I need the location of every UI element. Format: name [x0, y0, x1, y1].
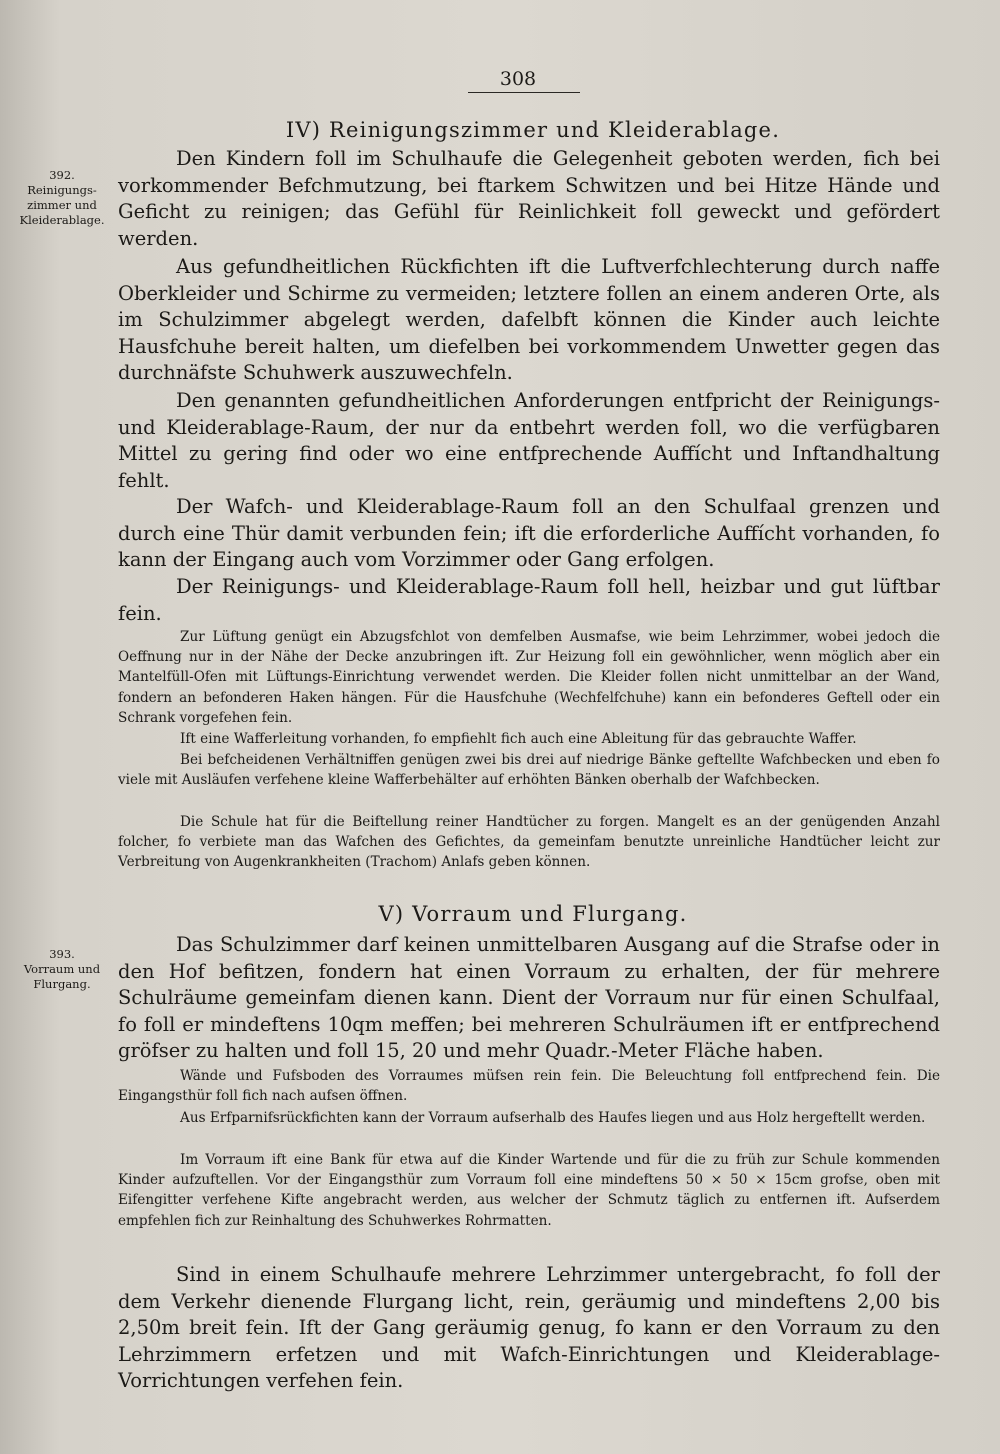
- note-paragraph: Aus Erfparnifsrückfichten kann der Vorraum aufserhalb des Haufes liegen und aus Holz hergeftellt werden.: [180, 1110, 926, 1126]
- paragraph: Aus gefundheitlichen Rückfichten ift die Luftverfchlechterung durch naffe Oberkleider und Schirme zu vermeiden; letztere follen an einem anderen Orte, als im Schulzimmer abgelegt werden, dafelbft können die Kinder auch leichte Hausfchuhe bereit halten, um diefelben bei vorkommendem Unwetter gegen das durchnäfste Schuhwerk auszuwechfeln.: [118, 255, 940, 384]
- section-heading-v: V) Vorraum und Flurgang.: [378, 902, 688, 926]
- closing-paragraph: Sind in einem Schulhaufe mehrere Lehrzimmer untergebracht, fo foll der dem Verkehr dienende Flurgang licht, rein, geräumig und mindeftens 2,00 bis 2,50m breit fein. Ift der Gang geräumig genug, fo kann er den Vorraum zu den Lehrzimmern erfetzen und mit Wafch-Einrichtungen und Kleiderablage-Vorrichtungen verfehen fein.: [118, 1263, 940, 1392]
- paragraph: Den genannten gefundheitlichen Anforderungen entfpricht der Reinigungs- und Kleiderablage-Raum, der nur da entbehrt werden foll, wo die verfügbaren Mittel zu gering find oder wo eine entfprechende Auffícht und Inftandhaltung fehlt.: [118, 389, 940, 492]
- paragraph: Den Kindern foll im Schulhaufe die Gelegenheit geboten werden, fich bei vorkommender Befchmutzung, bei ftarkem Schwitzen und bei Hitze Hände und Geficht zu reinigen; das Gefühl für Reinlichkeit foll geweckt und gefördert werden.: [118, 147, 940, 250]
- paragraph: Das Schulzimmer darf keinen unmittelbaren Ausgang auf die Strafse oder in den Hof befitzen, fondern hat einen Vorraum zu erhalten, der für mehrere Schulräume gemeinfam dienen kann. Dient der Vorraum nur für einen Schulfaal, fo foll er mindeftens 10qm meffen; bei mehreren Schulräumen ift er entfprechend gröfser zu halten und foll 15, 20 und mehr Quadr.-Meter Fläche haben.: [118, 933, 940, 1062]
- section-heading-iv: IV) Reinigungszimmer und Kleiderablage.: [285, 118, 781, 142]
- margin-number: 393.: [49, 947, 75, 961]
- note-paragraph: Die Schule hat für die Beiftellung reiner Handtücher zu forgen. Mangelt es an der genügenden Anzahl folcher, fo verbiete man das Wafchen des Gefichtes, da gemeinfam benutzte unreinliche Handtücher leicht zur Verbreitung von Augenkrankheiten (Trachom) Anlafs geben können.: [118, 814, 940, 871]
- margin-number: 392.: [49, 168, 75, 182]
- page-number-rule: [468, 92, 580, 93]
- note-paragraph: Bei befcheidenen Verhältniffen genügen zwei bis drei auf niedrige Bänke geftellte Wafchbecken und eben fo viele mit Ausläufen verfehene kleine Wafferbehälter auf erhöhten Bänken oberhalb der Wafchbecken.: [118, 752, 940, 789]
- margin-note-392: [6, 168, 118, 228]
- margin-title: Vorraum und Flurgang.: [23, 962, 101, 991]
- note-paragraph: Wände und Fufsboden des Vorraumes müfsen rein fein. Die Beleuchtung foll entfprechend fein. Die Eingangsthür foll fich nach aufsen öffnen.: [118, 1068, 940, 1105]
- paragraph: Der Reinigungs- und Kleiderablage-Raum foll hell, heizbar und gut lüftbar fein.: [118, 575, 940, 625]
- paragraph: Der Wafch- und Kleiderablage-Raum foll an den Schulfaal grenzen und durch eine Thür damit verbunden fein; ift die erforderliche Auffícht vorhanden, fo kann der Eingang auch vom Vorzimmer oder Gang erfolgen.: [118, 495, 940, 571]
- note-paragraph: Ift eine Wafferleitung vorhanden, fo empfiehlt fich auch eine Ableitung für das gebrauchte Waffer.: [180, 731, 857, 747]
- margin-note-393: [6, 947, 118, 992]
- note-paragraph: Im Vorraum ift eine Bank für etwa auf die Kinder Wartende und für die zu früh zur Schule kommenden Kinder aufzuftellen. Vor der Eingangsthür zum Vorraum foll eine mindeftens 50 × 50 × 15cm grofse, oben mit Eifengitter verfehene Kifte angebracht werden, aus welcher der Schmutz täglich zu entfernen ift. Aufserdem empfehlen fich zur Reinhaltung des Schuhwerkes Rohrmatten.: [118, 1152, 940, 1229]
- note-paragraph: Zur Lüftung genügt ein Abzugsfchlot von demfelben Ausmafse, wie beim Lehrzimmer, wobei jedoch die Oeffnung nur in der Nähe der Decke anzubringen ift. Zur Heizung foll ein gewöhnlicher, wenn möglich aber ein Mantelfüll-Ofen mit Lüftungs-Einrichtung verwendet werden. Die Kleider follen nicht unmittelbar an der Wand, fondern an befonderen Haken hängen. Für die Hausfchuhe (Wechfelfchuhe) kann ein befonderes Geftell oder ein Schrank vorgefehen fein.: [118, 629, 940, 726]
- page-number: 308: [499, 68, 537, 90]
- margin-title: Reinigungs-zimmer und Kleiderablage.: [19, 183, 105, 227]
